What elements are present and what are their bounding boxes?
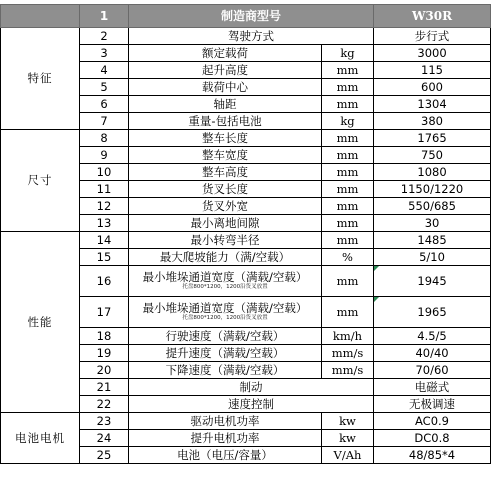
row-value: 1080 [374, 164, 491, 181]
row-param: 驾驶方式 [129, 28, 374, 45]
row-unit: mm [322, 198, 374, 215]
row-value: 600 [374, 79, 491, 96]
row-num: 17 [80, 297, 129, 328]
row-param: 电池（电压/容量） [129, 447, 322, 464]
row-unit: kg [322, 113, 374, 130]
row-param: 最小堆垛通道宽度（满载/空载） [142, 270, 308, 284]
row-value: 电磁式 [374, 379, 491, 396]
row-num: 7 [80, 113, 129, 130]
row-note: 托盘800*1200，1200沿货叉放置 [182, 284, 268, 290]
row-value: 5/10 [374, 249, 491, 266]
row-param: 整车宽度 [129, 147, 322, 164]
row-value: 550/685 [374, 198, 491, 215]
header-empty-cell [1, 5, 80, 28]
row-num: 25 [80, 447, 129, 464]
category-performance: 性能 [1, 232, 80, 413]
row-param: 整车长度 [129, 130, 322, 147]
row-unit: mm [322, 130, 374, 147]
row-param-cell [129, 297, 322, 328]
row-value: 1945 [417, 273, 447, 288]
row-note: 托盘800*1200，1200沿货叉放置 [182, 315, 268, 321]
row-value: 1304 [374, 96, 491, 113]
row-num: 18 [80, 328, 129, 345]
row-value: AC0.9 [374, 413, 491, 430]
row-unit: mm/s [322, 362, 374, 379]
row-num: 11 [80, 181, 129, 198]
row-num: 19 [80, 345, 129, 362]
row-num: 5 [80, 79, 129, 96]
row-param: 提升电机功率 [129, 430, 322, 447]
row-value: 1150/1220 [374, 181, 491, 198]
spec-table [0, 4, 491, 464]
row-value: 30 [374, 215, 491, 232]
row-param: 最小堆垛通道宽度（满载/空载） [142, 301, 308, 315]
row-num: 24 [80, 430, 129, 447]
row-param: 下降速度（满载/空载） [129, 362, 322, 379]
row-param: 重量-包括电池 [129, 113, 322, 130]
row-num: 20 [80, 362, 129, 379]
row-unit: % [322, 249, 374, 266]
row-num: 4 [80, 62, 129, 79]
row-value: 750 [374, 147, 491, 164]
row-num: 2 [80, 28, 129, 45]
row-num: 9 [80, 147, 129, 164]
table-row [1, 413, 491, 430]
row-value-cell [374, 266, 491, 297]
row-unit: mm [322, 232, 374, 249]
row-param: 驱动电机功率 [129, 413, 322, 430]
row-value: 48/85*4 [374, 447, 491, 464]
row-unit: mm [322, 181, 374, 198]
row-param: 提升速度（满载/空载） [129, 345, 322, 362]
row-param: 货叉外宽 [129, 198, 322, 215]
row-param-cell [129, 266, 322, 297]
row-param: 整车高度 [129, 164, 322, 181]
row-param: 制动 [129, 379, 374, 396]
row-param: 起升高度 [129, 62, 322, 79]
row-unit: km/h [322, 328, 374, 345]
row-param: 最小转弯半径 [129, 232, 322, 249]
row-num: 23 [80, 413, 129, 430]
header-model: W30R [374, 5, 491, 28]
row-param: 轴距 [129, 96, 322, 113]
comment-marker-icon [374, 266, 379, 271]
row-unit: mm [322, 266, 374, 297]
row-value: 70/60 [374, 362, 491, 379]
row-num: 14 [80, 232, 129, 249]
row-value: 1965 [417, 304, 447, 319]
row-num: 21 [80, 379, 129, 396]
row-value: 4.5/5 [374, 328, 491, 345]
row-unit: mm [322, 297, 374, 328]
row-num: 22 [80, 396, 129, 413]
row-num: 3 [80, 45, 129, 62]
row-unit: mm/s [322, 345, 374, 362]
row-value: 无极调速 [374, 396, 491, 413]
row-param: 货叉长度 [129, 181, 322, 198]
row-num: 16 [80, 266, 129, 297]
row-unit: kw [322, 413, 374, 430]
row-unit: kg [322, 45, 374, 62]
table-row [1, 130, 491, 147]
header-label: 制造商型号 [129, 5, 374, 28]
row-param: 载荷中心 [129, 79, 322, 96]
header-num: 1 [80, 5, 129, 28]
row-num: 15 [80, 249, 129, 266]
row-unit: mm [322, 62, 374, 79]
row-unit: mm [322, 96, 374, 113]
row-value: 1485 [374, 232, 491, 249]
row-param: 最小离地间隙 [129, 215, 322, 232]
row-value: 115 [374, 62, 491, 79]
row-num: 8 [80, 130, 129, 147]
category-features: 特征 [1, 28, 80, 130]
row-num: 13 [80, 215, 129, 232]
row-unit: kw [322, 430, 374, 447]
row-unit: mm [322, 147, 374, 164]
row-unit: mm [322, 215, 374, 232]
comment-marker-icon [374, 297, 379, 302]
row-param: 额定载荷 [129, 45, 322, 62]
table-row [1, 28, 491, 45]
row-param: 速度控制 [129, 396, 374, 413]
row-num: 12 [80, 198, 129, 215]
row-param: 最大爬坡能力（满/空载） [129, 249, 322, 266]
row-num: 6 [80, 96, 129, 113]
row-value: 40/40 [374, 345, 491, 362]
category-dimensions: 尺寸 [1, 130, 80, 232]
row-value-cell [374, 297, 491, 328]
row-value: DC0.8 [374, 430, 491, 447]
table-row [1, 232, 491, 249]
row-value: 3000 [374, 45, 491, 62]
header-row [1, 5, 491, 28]
category-battery-motor: 电池电机 [1, 413, 80, 464]
row-value: 步行式 [374, 28, 491, 45]
row-param: 行驶速度（满载/空载） [129, 328, 322, 345]
row-unit: mm [322, 164, 374, 181]
row-value: 1765 [374, 130, 491, 147]
row-value: 380 [374, 113, 491, 130]
row-unit: V/Ah [322, 447, 374, 464]
row-unit: mm [322, 79, 374, 96]
row-num: 10 [80, 164, 129, 181]
